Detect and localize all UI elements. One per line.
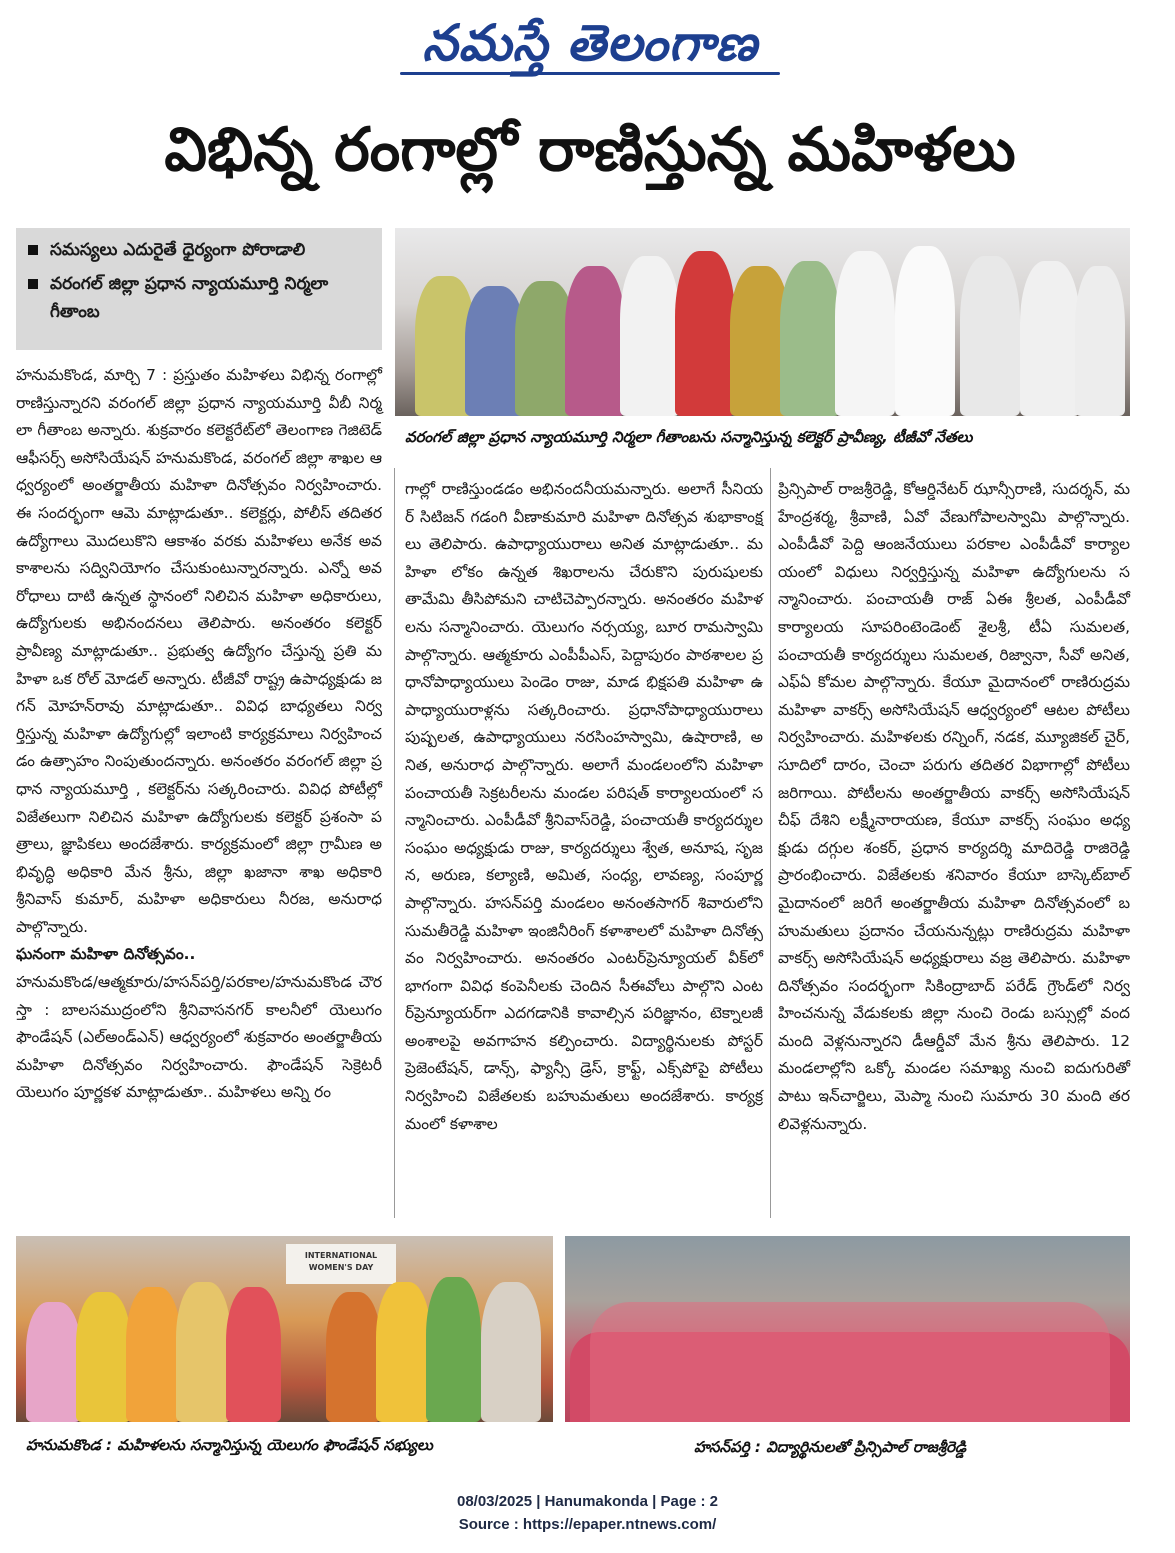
masthead-underline xyxy=(400,72,780,75)
photo-hasanparthy-students xyxy=(565,1236,1130,1422)
masthead-logo: నమస్తే తెలంగాణ xyxy=(422,13,758,72)
article-paragraph: ప్రిన్సిపాల్ రాజశ్రీరెడ్డి, కోఆర్డినేటర్ ఝాన్సీరాణి, సుదర్శన్, మహేంద్రశర్మ, శ్రీవాణి, ఏవో వేణుగోపాలస్వామి పాల్గొన్నారు. ఎంపీడీవో పెద్ది ఆంజనేయులు పరకాల ఎంపీడీవో కార్యాలయంలో విధులు నిర్వర్తిస్తున్న మహిళా ఉద్యోగులను సన్మానించారు. పంచాయతీ రాజ్ ఏఈ శ్రీలత, ఎంపీడీవో కార్యాలయ సూపరింటెండెంట్ శైలశ్రీ, టీఏ సుమలత, పంచాయతీ కార్యదర్శులు సుమలత, రిజ్వానా, సీవో అనిత, ఎఫ్ఏ కోమల పాల్గొన్నారు. కేయూ మైదానంలో రాణిరుద్రమ మహిళా వాకర్స్ అసోసియేషన్ ఆధ్వర్యంలో ఆటల పోటీలు నిర్వహించారు. మహిళలకు రన్నింగ్, నడక, మ్యూజికల్ చైర్, సూదిలో దారం, చెంచా పరుగు తదితర విభాగాల్లో పోటీలు జరిగాయి. పోటీలను అంతర్జాతీయ వాకర్స్ అసోసియేషన్ చీఫ్ దేశిని లక్ష్మీనారాయణ, కేయూ వాకర్స్ సంఘం అధ్యక్షుడు దగ్గుల శంకర్, ప్రధాన కార్యదర్శి మాదిరెడ్డి రాజిరెడ్డి ప్రారంభించారు. విజేతలకు శనివారం కేయూ బాస్కెట్‌బాల్ మైదానంలో జరిగే అంతర్జాతీయ మహిళా దినోత్సవంలో బహుమతులు ప్రదానం చేయనున్నట్లు రాణిరుద్రమ మహిళా వాకర్స్ అసోసియేషన్ అధ్యక్షురాలు వజ్ర తెలిపారు. మహిళా దినోత్సవం సందర్భంగా సికింద్రాబాద్ పరేడ్ గ్రౌండ్‌లో నిర్వహించనున్న వేడుకలకు జిల్లా నుంచి రెండు బస్సుల్లో వంద మంది వెళ్లనున్నారని డీఆర్డీవో మేన శ్రీను తెలిపారు. 12 మండలాల్లోని ఒక్కో మండల సమాఖ్య నుంచి ఐదుగురితో పాటు ఇన్‌చార్జిలు, మెప్మా నుంచి సుమారు 30 మంది తరలివెళ్లనున్నారు. xyxy=(778,480,1130,1133)
highlights-box xyxy=(16,228,382,350)
article-paragraph: హనుమకొండ, మార్చి 7 : ప్రస్తుతం మహిళలు విభిన్న రంగాల్లో రాణిస్తున్నారని వరంగల్ జిల్లా ప్రధాన న్యాయమూర్తి వీబీ నిర్మలా గీతాంబ అన్నారు. శుక్రవారం కలెక్టరేట్‌లో తెలంగాణ గెజిటెడ్ ఆఫీసర్స్ అసోసియేషన్ హనుమకొండ, వరంగల్ జిల్లా శాఖల ఆధ్వర్యంలో అంతర్జాతీయ మహిళా దినోత్సవం నిర్వహించారు. ఈ సందర్భంగా ఆమె మాట్లాడుతూ.. కలెక్టర్లు, పోలీస్ తదితర ఉద్యోగాలు మొదలుకొని ఆకాశం వరకు మహిళలు అనేక అవకాశాలను సద్వినియోగం చేసుకుంటున్నారన్నారు. ఎన్నో అవరోధాలు దాటి ఉన్నత స్థానంలో నిలిచిన మహిళా అధికారులు, ఉద్యోగులకు అభినందనలు తెలిపారు. అనంతరం కలెక్టర్ ప్రావీణ్య మాట్లాడుతూ.. ప్రభుత్వ ఉద్యోగం చేస్తున్న ప్రతి మహిళా ఒక రోల్ మోడల్ అన్నారు. టీజీవో రాష్ట్ర ఉపాధ్యక్షుడు జగన్ మోహన్‌రావు మాట్లాడుతూ.. వివిధ బాధ్యతలు నిర్వర్తిస్తున్న మహిళా ఉద్యోగుల్లో ఇలాంటి కార్యక్రమాలు నిర్వహించడం ఉత్సాహం నింపుతుందన్నారు. అనంతరం వరంగల్ జిల్లా ప్రధాన న్యాయమూర్తి , కలెక్టర్‌ను సత్కరించారు. వివిధ పోటీల్లో విజేతలుగా నిలిచిన మహిళా ఉద్యోగులకు కలెక్టర్ ప్రశంసా పత్రాలు, జ్ఞాపికలు అందజేశారు. కార్యక్రమంలో జిల్లా గ్రామీణ అభివృద్ధి అధికారి మేన శ్రీను, జిల్లా ఖజానా శాఖ అధికారి శ్రీనివాస్ కుమార్, మహిళా అధికారులు నీరజ, అనురాధ పాల్గొన్నారు. xyxy=(16,366,382,936)
highlight-item xyxy=(26,270,372,326)
headline: విభిన్న రంగాల్లో రాణిస్తున్న మహిళలు xyxy=(164,115,1016,185)
photo-banner: INTERNATIONAL WOMEN'S DAY xyxy=(286,1244,396,1284)
article-column-2 xyxy=(405,476,763,1138)
photo-collector-felicitation xyxy=(395,228,1130,416)
article-paragraph: గాల్లో రాణిస్తుండడం అభినందనీయమన్నారు. అలాగే సీనియర్ సిటిజన్ గడంగి వీణాకుమారి మహిళా దినోత్సవ శుభాకాంక్షలు తెలిపారు. ఉపాధ్యాయురాలు అనిత మాట్లాడుతూ.. మహిళా లోకం ఉన్నత శిఖరాలను చేరుకొని పురుషులకు తామేమి తీసిపోమని చాటిచెప్పారన్నారు. అనంతరం మహిళలను సన్మానించారు. యెలుగం నర్సయ్య, బూర రామస్వామి పాల్గొన్నారు. ఆత్మకూరు ఎంపీపీఎస్, పెద్దాపురం పాఠశాలల ప్రధానోపాధ్యాయులు పెండెం రాజు, మాడ భిక్షపతి మహిళా ఉపాధ్యాయురాళ్లను సత్కరించారు. ప్రధానోపాధ్యాయురాలు పుష్పలత, ఉపాధ్యాయులు నరసింహస్వామి, ఉషారాణి, అనిత, అనురాధ పాల్గొన్నారు. అలాగే మండలంలోని మహిళా పంచాయతీ సెక్రటరీలను మండల పరిషత్ కార్యాలయంలో సన్మానించారు. ఎంపీడీవో శ్రీనివాస్‌రెడ్డి, పంచాయతీ కార్యదర్శుల సంఘం అధ్యక్షుడు రాజు, కార్యదర్శులు శ్వేత, అనూష, సృజన, అరుణ, కల్యాణి, అమిత, సంధ్య, లావణ్య, సంపూర్ణ పాల్గొన్నారు. హసన్‌పర్తి మండలం అనంతసాగర్ శివారులోని సుమతీరెడ్డి మహిళా ఇంజినీరింగ్ కళాశాలలో మహిళా దినోత్సవం నిర్వహించారు. అనంతరం ఎంటర్‌ప్రెన్యూయల్ వీక్‌లో భాగంగా వివిధ కంపెనీలకు చెందిన సీఈవోలు పాల్గొని ఎంటర్‌ప్రెన్యూయర్‌గా ఎదగడానికి కావాల్సిన పరిజ్ఞానం, టెక్నాలజీ అంశాలపై అవగాహన కల్పించారు. విద్యార్థినులకు పోస్టర్ ప్రెజెంటేషన్, డాన్స్, ఫ్యాన్సీ డ్రెస్, క్రాఫ్ట్, ఎక్స్‌పోపై పోటీలు నిర్వహించి విజేతలకు బహుమతులు అందజేశారు. కార్యక్రమంలో కళాశాల xyxy=(405,480,763,1133)
highlight-text: వరంగల్ జిల్లా ప్రధాన న్యాయమూర్తి నిర్మలా గీతాంబ xyxy=(50,274,329,322)
article-subhead: ఘనంగా మహిళా దినోత్సవం.. xyxy=(16,945,196,964)
footer-source: Source : https://epaper.ntnews.com/ xyxy=(458,1516,717,1533)
photo-yelugam-foundation xyxy=(16,1236,553,1422)
column-divider xyxy=(770,468,771,1218)
highlight-item xyxy=(26,236,372,264)
article-paragraph: హనుమకొండ/ఆత్మకూరు/హసన్‌పర్తి/పరకాల/హనుమకొండ చౌరస్తా : బాలసముద్రంలోని శ్రీనివాసనగర్ కాలనీలో యెలుగం ఫౌండేషన్ (ఎల్అండ్ఎన్) ఆధ్వర్యంలో శుక్రవారం అంతర్జాతీయ మహిళా దినోత్సవం నిర్వహించారు. ఫౌండేషన్ సెక్రెటరీ యెలుగం పూర్ణకళ మాట్లాడుతూ.. మహిళలు అన్ని రం xyxy=(16,973,382,1102)
article-column-3 xyxy=(778,476,1130,1138)
bullet-square-icon xyxy=(28,279,38,289)
footer-edition-info: 08/03/2025 | Hanumakonda | Page : 2 xyxy=(456,1493,718,1510)
column-divider xyxy=(394,468,395,1218)
caption-top-photo: వరంగల్ జిల్లా ప్రధాన న్యాయమూర్తి నిర్మలా గీతాంబను సన్మానిస్తున్న కలెక్టర్ ప్రావీణ్య, టీజీవో నేతలు xyxy=(405,428,973,446)
bullet-square-icon xyxy=(28,245,38,255)
highlight-text: సమస్యలు ఎదురైతే ధైర్యంగా పోరాడాలి xyxy=(50,240,306,260)
caption-bottom-right-photo: హసన్‌పర్తి : విద్యార్థినులతో ప్రిన్సిపాల్ రాజశ్రీరెడ్డి xyxy=(694,1438,967,1456)
article-column-1 xyxy=(16,362,382,1107)
caption-bottom-left-photo: హనుమకొండ : మహిళలను సన్మానిస్తున్న యెలుగం ఫౌండేషన్ సభ్యులు xyxy=(26,1436,433,1454)
